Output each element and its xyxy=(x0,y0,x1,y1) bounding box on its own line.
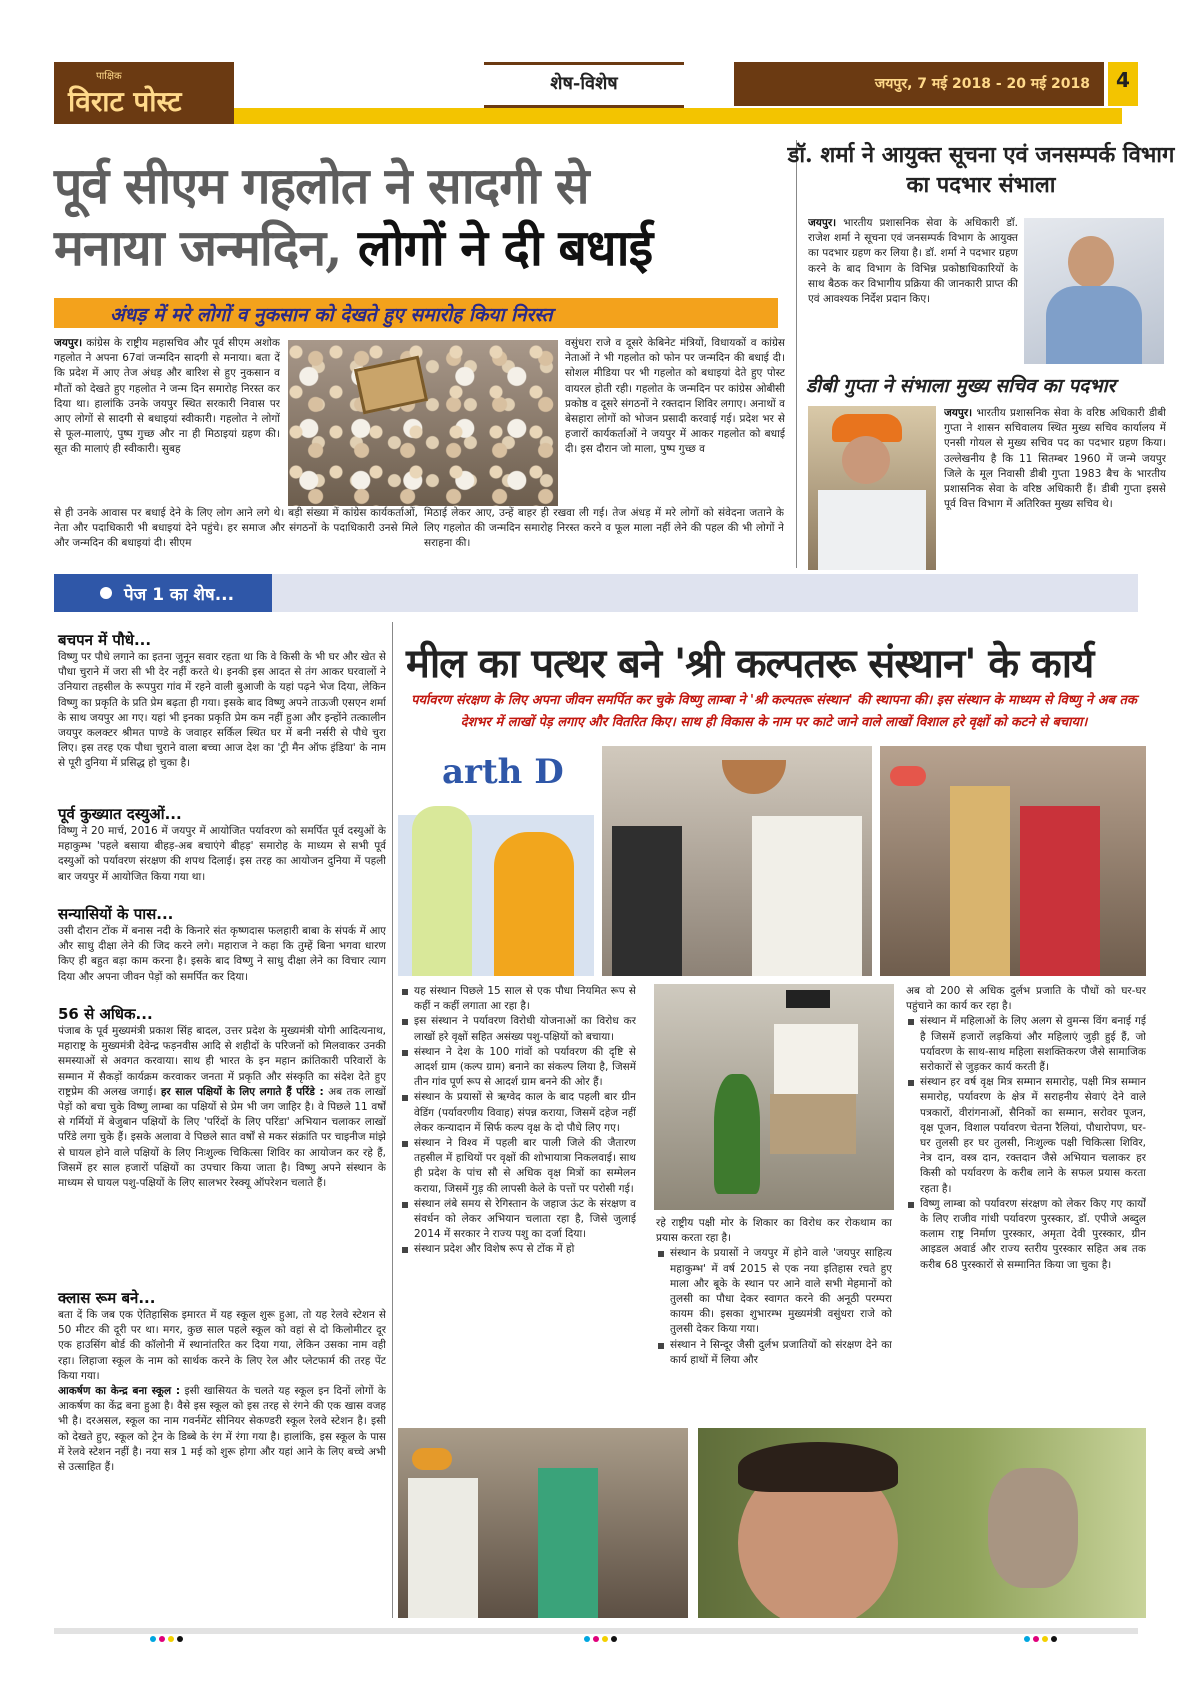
garlanded-man xyxy=(494,832,574,976)
green-wedding-photo xyxy=(880,746,1146,976)
bride xyxy=(1020,806,1100,976)
feature-bullet: संस्थान के प्रयासों ने जयपुर में होने वाले 'जयपुर साहित्य महाकुम्भ' में वर्ष 2015 से एक नया इतिहास रचते हुए माला और बूके के स्थान पर आने वाले सभी मेहमानों को तुलसी का पौधा देकर स्वागत करने की अनूठी परम्परा कायम की। इसका शुभारम्भ मुख्यमंत्री वसुंधरा राजे को तुलसी देकर किया गया। xyxy=(656,1246,892,1337)
monkey xyxy=(988,1468,1078,1588)
framed-portrait xyxy=(354,356,428,415)
masthead-logo xyxy=(54,62,234,124)
cyan-dot xyxy=(150,1636,156,1642)
turban xyxy=(890,766,926,786)
s2-heading: पूर्व कुख्यात दस्युओं... xyxy=(58,805,182,823)
s2-text: विष्णु ने 20 मार्च, 2016 में जयपुर में आयोजित पर्यावरण को समर्पित पूर्व दस्युओं के महाकुम्भ 'पहले बसाया बीहड़-अब बचाएंगे बीहड़' समारोह के माध्यम से सभी पूर्व दस्युओं को पर्यावरण संरक्षण की शपथ दिलाई। इस तरह का आयोजन दुनिया में पहली बार जयपुर में आयोजित किया गया था। xyxy=(58,825,386,883)
sapling xyxy=(714,1074,760,1194)
s1-text: विष्णु पर पौधे लगाने का इतना जुनून सवार रहता था कि वे किसी के भी घर और खेत से पौधा चुराने में जरा सी भी देर नहीं करते थे। इनकी इस आदत से तंग आकर घरवालों ने उनियारा तहसील के रूपपुरा गांव में रहने वाली बुआजी के यहां पढ़ने भेज दिया, लेकिन विष्णु का प्रकृति के प्रति प्रेम बढ़ता ही गया। इसके बाद विष्णु अपने ताऊजी एसएन शर्मा के साथ जयपुर आ गए। यहां भी इनका प्रकृति प्रेम कम नहीं हुआ और इन्होंने तत्कालीन जयपुर कलक्टर श्रीमत पाण्डे के जवाहर सर्किल स्थित घर में बनी नर्सरी से पौधे चुरा लिए। इस तरह एक पौधा चुराने वाला बच्चा आज देश का 'ट्री मैन ऑफ इंडिया' के नाम से पूरी दुनिया में प्रसिद्ध हो चुका है। xyxy=(58,651,386,770)
lead-headline-line2 xyxy=(54,212,652,280)
person-white xyxy=(752,816,862,976)
black-dot xyxy=(611,1636,617,1642)
registration-marks xyxy=(150,1627,186,1646)
feature-headline: मील का पत्थर बने 'श्री कल्पतरू संस्थान' के कार्य xyxy=(406,640,1094,687)
clay-pot xyxy=(722,760,786,794)
bullet-dot-icon xyxy=(100,587,112,599)
paper-name: विराट पोस्ट xyxy=(68,85,182,118)
feature-column-1 xyxy=(400,984,636,1420)
feature-intro: पर्यावरण संरक्षण के लिए अपना जीवन समर्पित कर चुके विष्णु लाम्बा ने 'श्री कल्पतरू संस्थान' की स्थापना की। इस संस्थान के माध्यम से विष्णु ने अब तक देशभर में लाखों पेड़ लगाए और वितरित किए। साथ ही विकास के नाम पर काटे जाने वाले लाखों विशाल हरे वृक्षों को कटने से बचाया। xyxy=(411,693,1137,730)
cyan-dot xyxy=(1024,1636,1030,1642)
lead-headline-line1: पूर्व सीएम गहलोत ने सादगी से xyxy=(54,156,589,215)
column-divider xyxy=(796,140,797,568)
magenta-dot xyxy=(593,1636,599,1642)
continued-label: पेज 1 का शेष... xyxy=(124,585,235,605)
lead-column-1 xyxy=(54,336,280,496)
column-divider xyxy=(392,622,393,1618)
s5-heading: क्लास रूम बने... xyxy=(58,1289,156,1307)
feature-bullet: विष्णु लाम्बा को पर्यावरण संरक्षण को लेकर किए गए कार्यों के लिए राजीव गांधी पर्यावरण पुरस्कार, डॉ. एपीजे अब्दुल कलाम राष्ट्र निर्माण पुरस्कार, अमृता देवी पुरस्कार, ग्रीन आइडल अवार्ड और राज्य स्तरीय पुरस्कार सहित अब तक करीब 68 पुरस्कारों से सम्मानित किया जा चुका है। xyxy=(906,1197,1146,1273)
lead-headline-part-a: मनाया जन्मदिन, xyxy=(54,218,358,277)
s4-text-block xyxy=(58,1024,386,1284)
hair xyxy=(738,1442,898,1492)
continued-column xyxy=(58,630,386,1558)
portrait-head xyxy=(1068,236,1114,288)
page-number: 4 xyxy=(1108,62,1138,106)
s4b-lead: हर साल पक्षियों के लिए लगाते हैं परिंडे : xyxy=(160,1085,324,1098)
feature-bullet: संस्थान में महिलाओं के लिए अलग से वुमन्स विंग बनाई गई है जिसमें हजारों लड़कियां और महिलाएं जुड़ी हुई हैं, जो पर्यावरण के साथ-साथ महिला सशक्तिकरण जैसे सामाजिक सरोकारों से जुड़कर कार्य करती हैं। xyxy=(906,1014,1146,1075)
section-title: शेष-विशेष xyxy=(484,62,684,108)
sharma-photo xyxy=(1024,218,1164,364)
lead-subheadline-bar xyxy=(54,298,778,328)
monkey-photo xyxy=(698,1428,1146,1618)
gupta-dateline: जयपुर। xyxy=(944,407,973,419)
magenta-dot xyxy=(1033,1636,1039,1642)
lead-col3-text: वसुंधरा राजे व दूसरे केबिनेट मंत्रियों, विधायकों व कांग्रेस नेताओं ने भी गहलोत को फोन पर जन्मदिन की बधाई दी। सोशल मीडिया पर भी गहलोत को बधाइयां देते हुए पोस्ट वायरल होती रही। गहलोत के जन्मदिन पर कांग्रेस ओबीसी प्रकोष्ठ व दूसरे संगठनों ने रक्तदान शिविर लगाए। अनाथों व बेसहारा लोगों को भोजन प्रसादी करवाई गई। प्रदेश भर से हजारों कार्यकर्ताओं ने जयपुर में आकर गहलोत को बधाई दी। इस दौरान जो माला, पुष्प गुच्छ व xyxy=(565,337,785,456)
s4-text: पंजाब के पूर्व मुख्यमंत्री प्रकाश सिंह बादल, उत्तर प्रदेश के मुख्यमंत्री योगी आदित्यनाथ, महाराष्ट्र के मुख्यमंत्री देवेन्द्र फड़नवीस आदि से शहीदों के परिजनों को मिलवाकर उनकी समस्याओं से अवगत करवाया। साथ ही भारत के इन महान क्रांतिकारी परिवारों के सम्मान में सैकड़ों कार्यक्रम करवाकर जनता में प्रकृति और संस्कृति का संदेश देते हुए राष्ट्रप्रेम की अलख जगाई। xyxy=(58,1025,386,1098)
village-elders-photo xyxy=(398,1428,688,1618)
gupta-photo xyxy=(808,406,936,570)
masthead-dateline: जयपुर, 7 मई 2018 - 20 मई 2018 xyxy=(874,76,1090,92)
s5b-lead: आकर्षण का केन्द्र बना स्कूल : xyxy=(58,1385,181,1398)
turban xyxy=(412,1448,452,1470)
yellow-dot xyxy=(602,1636,608,1642)
lead-subheadline: अंधड़ में मरे लोगों व नुकसान को देखते हुए समारोह किया निरस्त xyxy=(110,304,553,326)
pot-ceremony-photo xyxy=(602,746,872,976)
s3-text: उसी दौरान टोंक में बनास नदी के किनारे संत कृष्णदास फलहारी बाबा के संपर्क में आए और साधु दीक्षा लेने की जिद करने लगे। महाराज ने कहा कि तुम्हें बिना भगवा धारण किए ही बहुत बड़ा काम करना है। इसके बाद विष्णु ने साधु दीक्षा लेने का विचार त्याग दिया और अपना जीवन पेड़ों को समर्पित कर दिया। xyxy=(58,925,386,983)
registration-marks xyxy=(584,1627,620,1646)
person-dark xyxy=(612,826,682,976)
gupta-text: भारतीय प्रशासनिक सेवा के वरिष्ठ अधिकारी डीबी गुप्ता ने शासन सचिवालय स्थित मुख्य सचिव कार्यालय में एनसी गोयल से मुख्य सचिव पद का पदभार ग्रहण किया। उल्लेखनीय है कि 11 सितम्बर 1960 में जन्मे जयपुर जिले के मूल निवासी डीबी गुप्ता 1983 बैच के भारतीय प्रशासनिक सेवा के वरिष्ठ अधिकारी हैं। डीबी गुप्ता इससे पूर्व वित्त विभाग में अतिरिक्त मुख्य सचिव थे। xyxy=(944,407,1166,511)
black-cap xyxy=(786,990,830,1008)
feature-col3-cont: अब वो 200 से अधिक दुर्लभ प्रजाति के पौधों को घर-घर पहुंचाने का कार्य कर रहा है। xyxy=(906,985,1146,1013)
magenta-dot xyxy=(159,1636,165,1642)
elder-1 xyxy=(408,1478,478,1618)
white-shirt xyxy=(774,1024,858,1094)
yellow-dot xyxy=(168,1636,174,1642)
sharma-dateline: जयपुर। xyxy=(808,217,837,229)
masthead-frequency: पाक्षिक xyxy=(96,71,122,82)
young-man xyxy=(538,1468,598,1618)
feature-bullet: संस्थान प्रदेश और विशेष रूप से टोंक में हो xyxy=(400,1242,636,1257)
gupta-headline: डीबी गुप्ता ने संभाला मुख्य सचिव का पदभार xyxy=(806,375,1116,397)
feature-bullet: संस्थान के प्रयासों से ऋग्वेद काल के बाद पहली बार ग्रीन वेडिंग (पर्यावरणीय विवाह) संपन्न कराया, जिसमें दहेज नहीं लेकर कन्यादान में सिर्फ कल्प वृक्ष के दो पौधे लिए गए। xyxy=(400,1090,636,1136)
feature-bullet: इस संस्थान ने पर्यावरण विरोधी योजनाओं का विरोध कर लाखों हरे वृक्षों सहित असंख्य पशु-पक्षियों को बचाया। xyxy=(400,1014,636,1044)
sharma-text: भारतीय प्रशासनिक सेवा के अधिकारी डॉ. राजेश शर्मा ने सूचना एवं जनसम्पर्क विभाग के आयुक्त का पदभार ग्रहण कर लिया है। डॉ. शर्मा ने पदभार ग्रहण करने के बाद विभाग के विभिन्न प्रकोष्ठाधिकारियों के साथ बैठक कर विभागीय प्रक्रिया की जानकारी प्राप्त की एवं आवश्यक निर्देश प्रदान किए। xyxy=(808,217,1018,306)
s3-heading: सन्यासियों के पास... xyxy=(58,905,174,923)
lead-column-3-wide xyxy=(424,506,784,568)
feature-col2-cont: रहे राष्ट्रीय पक्षी मोर के शिकार का विरोध कर रोकथाम का प्रयास करता रहा है। xyxy=(656,1217,892,1245)
s5-text-block xyxy=(58,1308,386,1558)
s5b-text: इसी खासियत के चलते यह स्कूल इन दिनों लोगों के आकर्षण का केंद्र बना हुआ है। वैसे इस स्कूल को इस तरह से रंगने की एक खास वजह भी है। दरअसल, स्कूल का नाम गवर्नमेंट सीनियर सेकण्डरी स्कूल रेलवे स्टेशन है। इसी को देखते हुए, स्कूल को ट्रेन के डिब्बे के रंग में रंगा गया है। हालांकि, इस स्कूल के पास में रेलवे स्टेशन नहीं है। नया सत्र 1 मई को शुरू होगा और यहां आने के लिए बच्चे अभी से उत्साहित हैं। xyxy=(58,1385,386,1474)
lead-col1-text: कांग्रेस के राष्ट्रीय महासचिव और पूर्व सीएम अशोक गहलोत ने अपना 67वां जन्मदिन सादगी से मनाया। बता दें कि प्रदेश में आए तेज अंधड़ और बारिश से हुए नुकसान व मौतों को देखते हुए गहलोत ने जन्म दिन समारोह निरस्त कर दिया था। हालांकि उनके जयपुर स्थित सरकारी निवास पर आए लोगों से सादगी से बधाइयां स्वीकारी। गहलोत ने लोगों से फूल-मालाएं, पुष्प गुच्छ और ना ही मिठाइयां ग्रहण की। सूत की मालाएं ही स्वीकारी। सुबह xyxy=(54,337,280,456)
lead-dateline: जयपुर। xyxy=(54,337,83,349)
masthead-yellow-bar xyxy=(234,108,1122,124)
feature-column-2 xyxy=(656,1216,892,1420)
s1-heading: बचपन में पौधे... xyxy=(58,631,152,649)
feature-bullet: यह संस्थान पिछले 15 साल से एक पौधा नियमित रूप से कहीं न कहीं लगाता आ रहा है। xyxy=(400,984,636,1014)
earth-day-photo xyxy=(398,746,594,976)
khaki-shorts xyxy=(770,1094,856,1154)
groom xyxy=(950,786,1010,976)
s4b-text: अब तक लाखों पेड़ों को बचा चुके विष्णु लाम्बा का पक्षियों से प्रेम भी जग जाहिर है। वे पिछले 11 वर्षों से गर्मियों में बेजुबान पक्षियों के लिए 'परिंदों के लिए परिंडा' अभियान चलाकर लाखों परिंडे लगा चुके हैं। इसके अलावा वे पिछले सात वर्षों से मकर संक्रांति पर चाइनीज मांझे से घायल होने वाले पक्षियों के लिए निःशुल्क चिकित्सा शिविर का आयोजन कर रहे हैं, जिसमें हर साल हजारों पक्षियों का उपचार किया जाता है। विष्णु अपने संस्थान के माध्यम से घायल पशु-पक्षियों के लिए सालभर रेस्क्यू ऑपरेशन चलाते हैं। xyxy=(58,1085,386,1190)
lead-headline-part-b: लोगों ने दी बधाई xyxy=(357,218,653,277)
sharma-headline: डॉ. शर्मा ने आयुक्त सूचना एवं जनसम्पर्क विभाग का पदभार संभाला xyxy=(787,142,1175,198)
lead-col3-wide-text: मिठाई लेकर आए, उन्हें बाहर ही रखवा ली गई। तेज अंधड़ में मरे लोगों को संवेदना जताने के लिए गहलोत की जन्मदिन समारोह निरस्त करने व फूल माला नहीं लेने की पहल की भी लोगों ने सराहना की। xyxy=(424,507,784,550)
gupta-text-block xyxy=(944,406,1166,570)
portrait-head xyxy=(842,436,890,484)
feature-bullet: संस्थान लंबे समय से रेगिस्तान के जहाज ऊंट के संरक्षण व संवर्धन को लेकर अभियान चलाता रहा है, जिसे जुलाई 2014 में सरकार ने राज्य पशु का दर्जा दिया। xyxy=(400,1197,636,1243)
s5-text: बता दें कि जब एक ऐतिहासिक इमारत में यह स्कूल शुरू हुआ, तो यह रेलवे स्टेशन से 50 मीटर की दूरी पर था। मगर, कुछ साल पहले स्कूल को वहां से दो किलोमीटर दूर एक हाउसिंग बोर्ड की कॉलोनी में स्थानांतरित कर दिया गया, लेकिन उसका नाम वही रहा। लिहाजा स्कूल के नाम को सार्थक करने के लिए रेल और प्लेटफार्म की तरह पेंट किया गया। xyxy=(58,1309,386,1382)
person-left xyxy=(412,806,472,976)
lead-column-1-wide xyxy=(54,506,418,568)
feature-bullet: संस्थान ने सिन्दूर जैसी दुर्लभ प्रजातियों को संरक्षण देने का कार्य हाथों में लिया और xyxy=(656,1338,892,1368)
continued-tab xyxy=(54,574,272,612)
lead-col1-wide-text: से ही उनके आवास पर बधाई देने के लिए लोग आने लगे थे। बड़ी संख्या में कांग्रेस कार्यकर्ताओं, नेता और पदाधिकारी भी बधाइयां देने पहुंचे। हर समाज और संगठनों के पदाधिकारी उनसे मिले और जन्मदिन की बधाइयां दी। सीएम xyxy=(54,507,418,550)
black-dot xyxy=(1051,1636,1057,1642)
black-dot xyxy=(177,1636,183,1642)
cyan-dot xyxy=(584,1636,590,1642)
portrait-shirt xyxy=(1046,286,1142,364)
banner-text: arth D xyxy=(442,752,564,792)
registration-marks xyxy=(1024,1627,1060,1646)
feature-bullet: संस्थान हर वर्ष वृक्ष मित्र सम्मान समारोह, पक्षी मित्र सम्मान समारोह, पर्यावरण के क्षेत्र में सराहनीय सेवाएं देने वाले पत्रकारों, वीरांगनाओं, सैनिकों का सम्मान, सरोवर पूजन, वृक्ष पूजन, विशाल पर्यावरण चेतना रैलियां, पौधारोपण, घर-घर तुलसी हर घर तुलसी, निःशुल्क पक्षी चिकित्सा शिविर, नेत्र दान, वस्त्र दान, रक्तदान जैसे अभियान चलाकर हर किसी को पर्यावरण के करीब लाने के सफल प्रयास करता रहता है। xyxy=(906,1075,1146,1197)
portrait-shirt xyxy=(818,490,926,570)
lead-column-3 xyxy=(565,336,785,502)
sharma-text-block xyxy=(808,216,1018,366)
s4-heading: 56 से अधिक... xyxy=(58,1005,153,1023)
feature-bullet: संस्थान ने देश के 100 गांवों को पर्यावरण की दृष्टि से आदर्श ग्राम (कल्प ग्राम) बनाने का संकल्प लिया है, जिसमें तीन गांव पूर्ण रूप से आदर्श ग्राम बनने की ओर हैं। xyxy=(400,1045,636,1091)
planting-photo xyxy=(654,984,894,1210)
feature-column-3 xyxy=(906,984,1146,1404)
yellow-dot xyxy=(1042,1636,1048,1642)
gehlot-crowd-photo xyxy=(288,340,558,506)
feature-bullet: संस्थान ने विश्व में पहली बार पाली जिले की जैतारण तहसील में हाथियों पर वृक्षों की शोभायात्रा निकलवाई। साथ ही प्रदेश के पांच सौ से अधिक वृक्ष मित्रों का सम्मेलन कराया, जिसमें गुड़ की लापसी केले के पत्तों पर परोसी गई। xyxy=(400,1136,636,1197)
